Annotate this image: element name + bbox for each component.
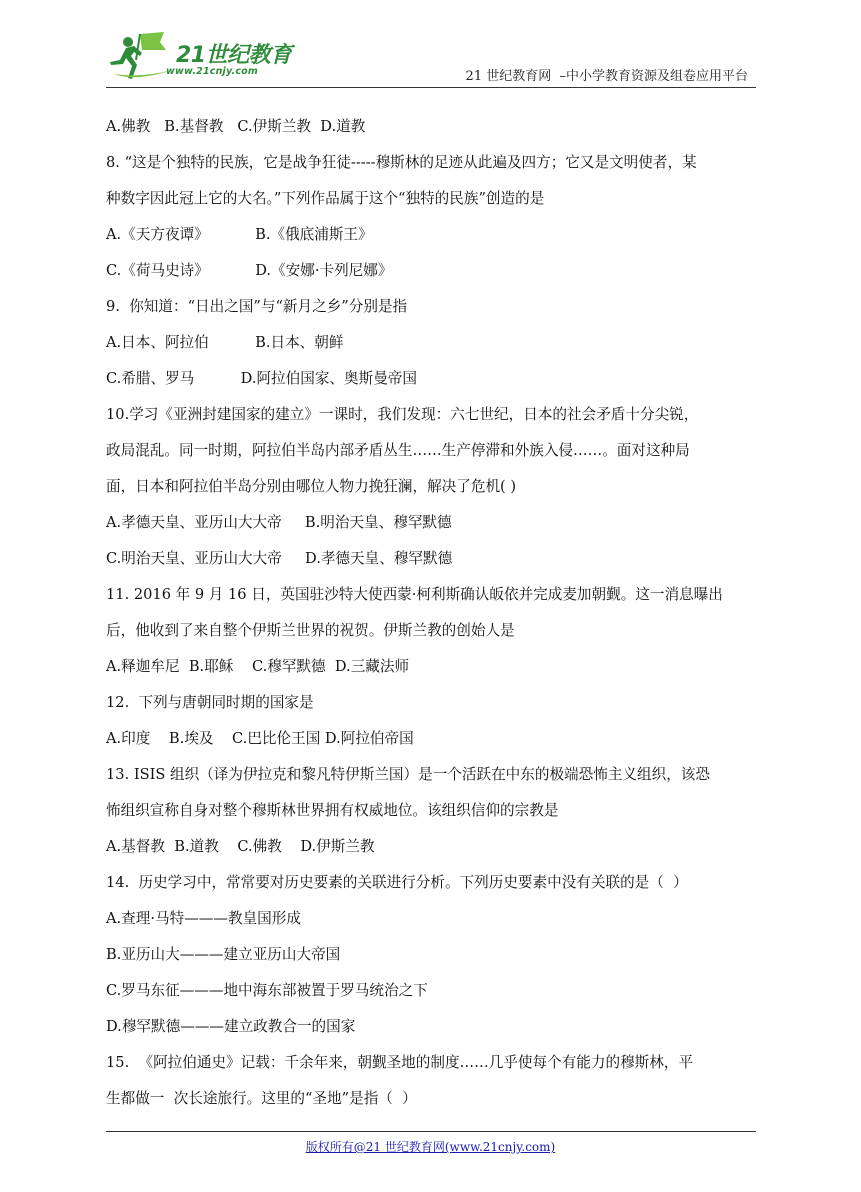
text-line: C.希腊、罗马 D.阿拉伯国家、奥斯曼帝国	[106, 370, 417, 387]
text-line: A.印度 B.埃及 C.巴比伦王国 D.阿拉伯帝国	[106, 730, 414, 747]
text-line: 8. “这是个独特的民族，它是战争狂徒-----穆斯林的足迹从此遍及四方；它又是文明使者，某	[106, 154, 697, 171]
text-line: 11. 2016 年 9 月 16 日，英国驻沙特大使西蒙·柯利斯确认皈依并完成麦加朝觐。这一消息曝出	[106, 586, 723, 603]
question-list	[106, 109, 756, 1117]
logo-url: www.21cnjy.com	[166, 66, 258, 77]
text-line: 怖组织宣称自身对整个穆斯林世界拥有权威地位。该组织信仰的宗教是	[106, 802, 559, 819]
text-line: A.基督教 B.道教 C.佛教 D.伊斯兰教	[106, 838, 375, 855]
header-divider	[106, 87, 756, 88]
text-line: 面，日本和阿拉伯半岛分别由哪位人物力挽狂澜，解决了危机( )	[106, 478, 517, 495]
text-line: 12. 下列与唐朝同时期的国家是	[106, 694, 314, 711]
text-line: 9. 你知道：“日出之国”与“新月之乡”分别是指	[106, 298, 408, 315]
text-line: A.《天方夜谭》 B.《俄底浦斯王》	[106, 226, 373, 243]
text-line: D.穆罕默德———建立政教合一的国家	[106, 1018, 356, 1035]
header-site-title: 21 世纪教育网 –中小学教育资源及组卷应用平台	[465, 69, 748, 84]
text-line: 后，他收到了来自整个伊斯兰世界的祝贺。伊斯兰教的创始人是	[106, 622, 515, 639]
text-line: 15. 《阿拉伯通史》记载：千余年来，朝觐圣地的制度……几乎使每个有能力的穆斯林，平	[106, 1054, 694, 1071]
page-header	[106, 30, 756, 86]
text-line: C.明治天皇、亚历山大大帝 D.孝德天皇、穆罕默德	[106, 550, 453, 567]
text-line: A.查理·马特———教皇国形成	[106, 910, 301, 927]
text-line: B.亚历山大———建立亚历山大帝国	[106, 946, 341, 963]
logo-wordmark: 21世纪教育	[176, 43, 292, 68]
text-line: A.孝德天皇、亚历山大大帝 B.明治天皇、穆罕默德	[106, 514, 452, 531]
text-line: C.《荷马史诗》 D.《安娜·卡列尼娜》	[106, 262, 393, 279]
text-line: C.罗马东征———地中海东部被置于罗马统治之下	[106, 982, 428, 999]
text-line: 10.学习《亚洲封建国家的建立》一课时，我们发现：六七世纪，日本的社会矛盾十分尖锐，	[106, 406, 699, 423]
text-line: 14. 历史学习中，常常要对历史要素的关联进行分析。下列历史要素中没有关联的是（ ）	[106, 874, 688, 891]
text-line: A.释迦牟尼 B.耶稣 C.穆罕默德 D.三藏法师	[106, 658, 410, 675]
site-logo[interactable]	[106, 30, 296, 82]
text-line: 生都做一 次长途旅行。这里的“圣地”是指（ ）	[106, 1090, 417, 1107]
text-line: 13. ISIS 组织（译为伊拉克和黎凡特伊斯兰国）是一个活跃在中东的极端恐怖主义组织，该恐	[106, 766, 710, 783]
footer-divider	[106, 1131, 756, 1132]
copyright-link[interactable]: 版权所有@21 世纪教育网(www.21cnjy.com)	[305, 1140, 556, 1154]
text-line: 种数字因此冠上它的大名。”下列作品属于这个“独特的民族”创造的是	[106, 190, 545, 207]
text-line: A.佛教 B.基督教 C.伊斯兰教 D.道教	[106, 118, 366, 135]
text-line: 政局混乱。同一时期，阿拉伯半岛内部矛盾丛生……生产停滞和外族入侵……。面对这种局	[106, 442, 690, 459]
text-line: A.日本、阿拉伯 B.日本、朝鲜	[106, 334, 344, 351]
